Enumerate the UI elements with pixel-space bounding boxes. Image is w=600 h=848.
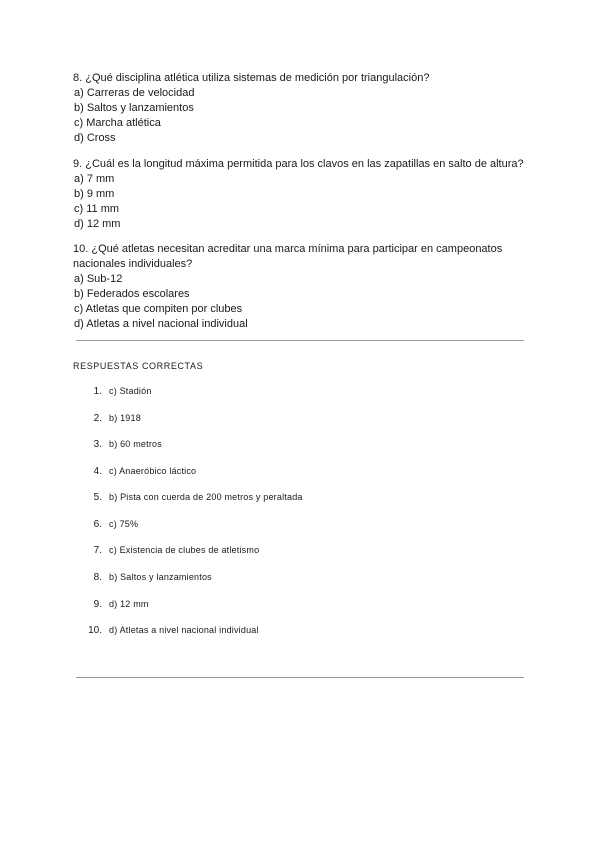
question-10	[73, 242, 528, 332]
question-9-option-d: d) 12 mm	[74, 218, 121, 230]
answer-item	[0, 572, 600, 586]
answer-item	[0, 386, 600, 400]
answer-item	[0, 599, 600, 613]
answer-text: c) Stadión	[109, 386, 152, 396]
question-8-stem: 8. ¿Qué disciplina atlética utiliza sistemas de medición por triangulación?	[73, 72, 430, 84]
answer-item	[0, 439, 600, 453]
answer-item	[0, 466, 600, 480]
answer-item	[0, 492, 600, 506]
question-9-option-b: b) 9 mm	[74, 188, 115, 200]
question-10-option-c: c) Atletas que compiten por clubes	[74, 303, 243, 315]
answer-number: 5.	[93, 492, 102, 503]
answer-text: c) 75%	[109, 519, 139, 529]
answer-item	[0, 413, 600, 427]
answer-text: c) Anaeróbico láctico	[109, 466, 197, 476]
answer-text: b) Saltos y lanzamientos	[109, 572, 212, 582]
answer-item	[0, 545, 600, 559]
question-9-option-a: a) 7 mm	[74, 173, 115, 185]
answer-number: 4.	[93, 466, 102, 477]
question-8-option-b: b) Saltos y lanzamientos	[74, 102, 194, 114]
answer-item	[0, 625, 600, 639]
answer-number: 9.	[93, 599, 102, 610]
question-9-option-c: c) 11 mm	[74, 203, 120, 215]
answer-text: b) Pista con cuerda de 200 metros y peraltada	[109, 492, 303, 502]
answer-number: 2.	[93, 413, 102, 424]
answer-item	[0, 519, 600, 533]
question-9	[73, 157, 543, 232]
answer-text: b) 60 metros	[109, 439, 162, 449]
answer-number: 3.	[93, 439, 102, 450]
question-8-option-d: d) Cross	[74, 132, 116, 144]
question-10-option-b: b) Federados escolares	[74, 288, 190, 300]
answers-heading: RESPUESTAS CORRECTAS	[73, 361, 204, 371]
answer-text: b) 1918	[109, 413, 141, 423]
question-8-option-a: a) Carreras de velocidad	[74, 87, 195, 99]
question-8-option-c: c) Marcha atlética	[74, 117, 161, 129]
question-8	[73, 71, 533, 146]
divider-top	[76, 340, 524, 341]
answer-text: d) 12 mm	[109, 599, 149, 609]
question-10-stem: 10. ¿Qué atletas necesitan acreditar una marca mínima para participar en campeonatos nacionales individuales?	[73, 243, 503, 270]
question-10-option-d: d) Atletas a nivel nacional individual	[74, 318, 248, 330]
answer-number: 7.	[93, 545, 102, 556]
answer-number: 10.	[88, 625, 102, 636]
question-9-stem: 9. ¿Cuál es la longitud máxima permitida para los clavos en las zapatillas en salto de altura?	[73, 158, 524, 170]
answer-number: 6.	[93, 519, 102, 530]
answer-number: 8.	[93, 572, 102, 583]
answer-text: c) Existencia de clubes de atletismo	[109, 545, 260, 555]
divider-bottom	[76, 677, 524, 678]
answer-number: 1.	[93, 386, 102, 397]
question-10-option-a: a) Sub-12	[74, 273, 123, 285]
answer-text: d) Atletas a nivel nacional individual	[109, 625, 259, 635]
